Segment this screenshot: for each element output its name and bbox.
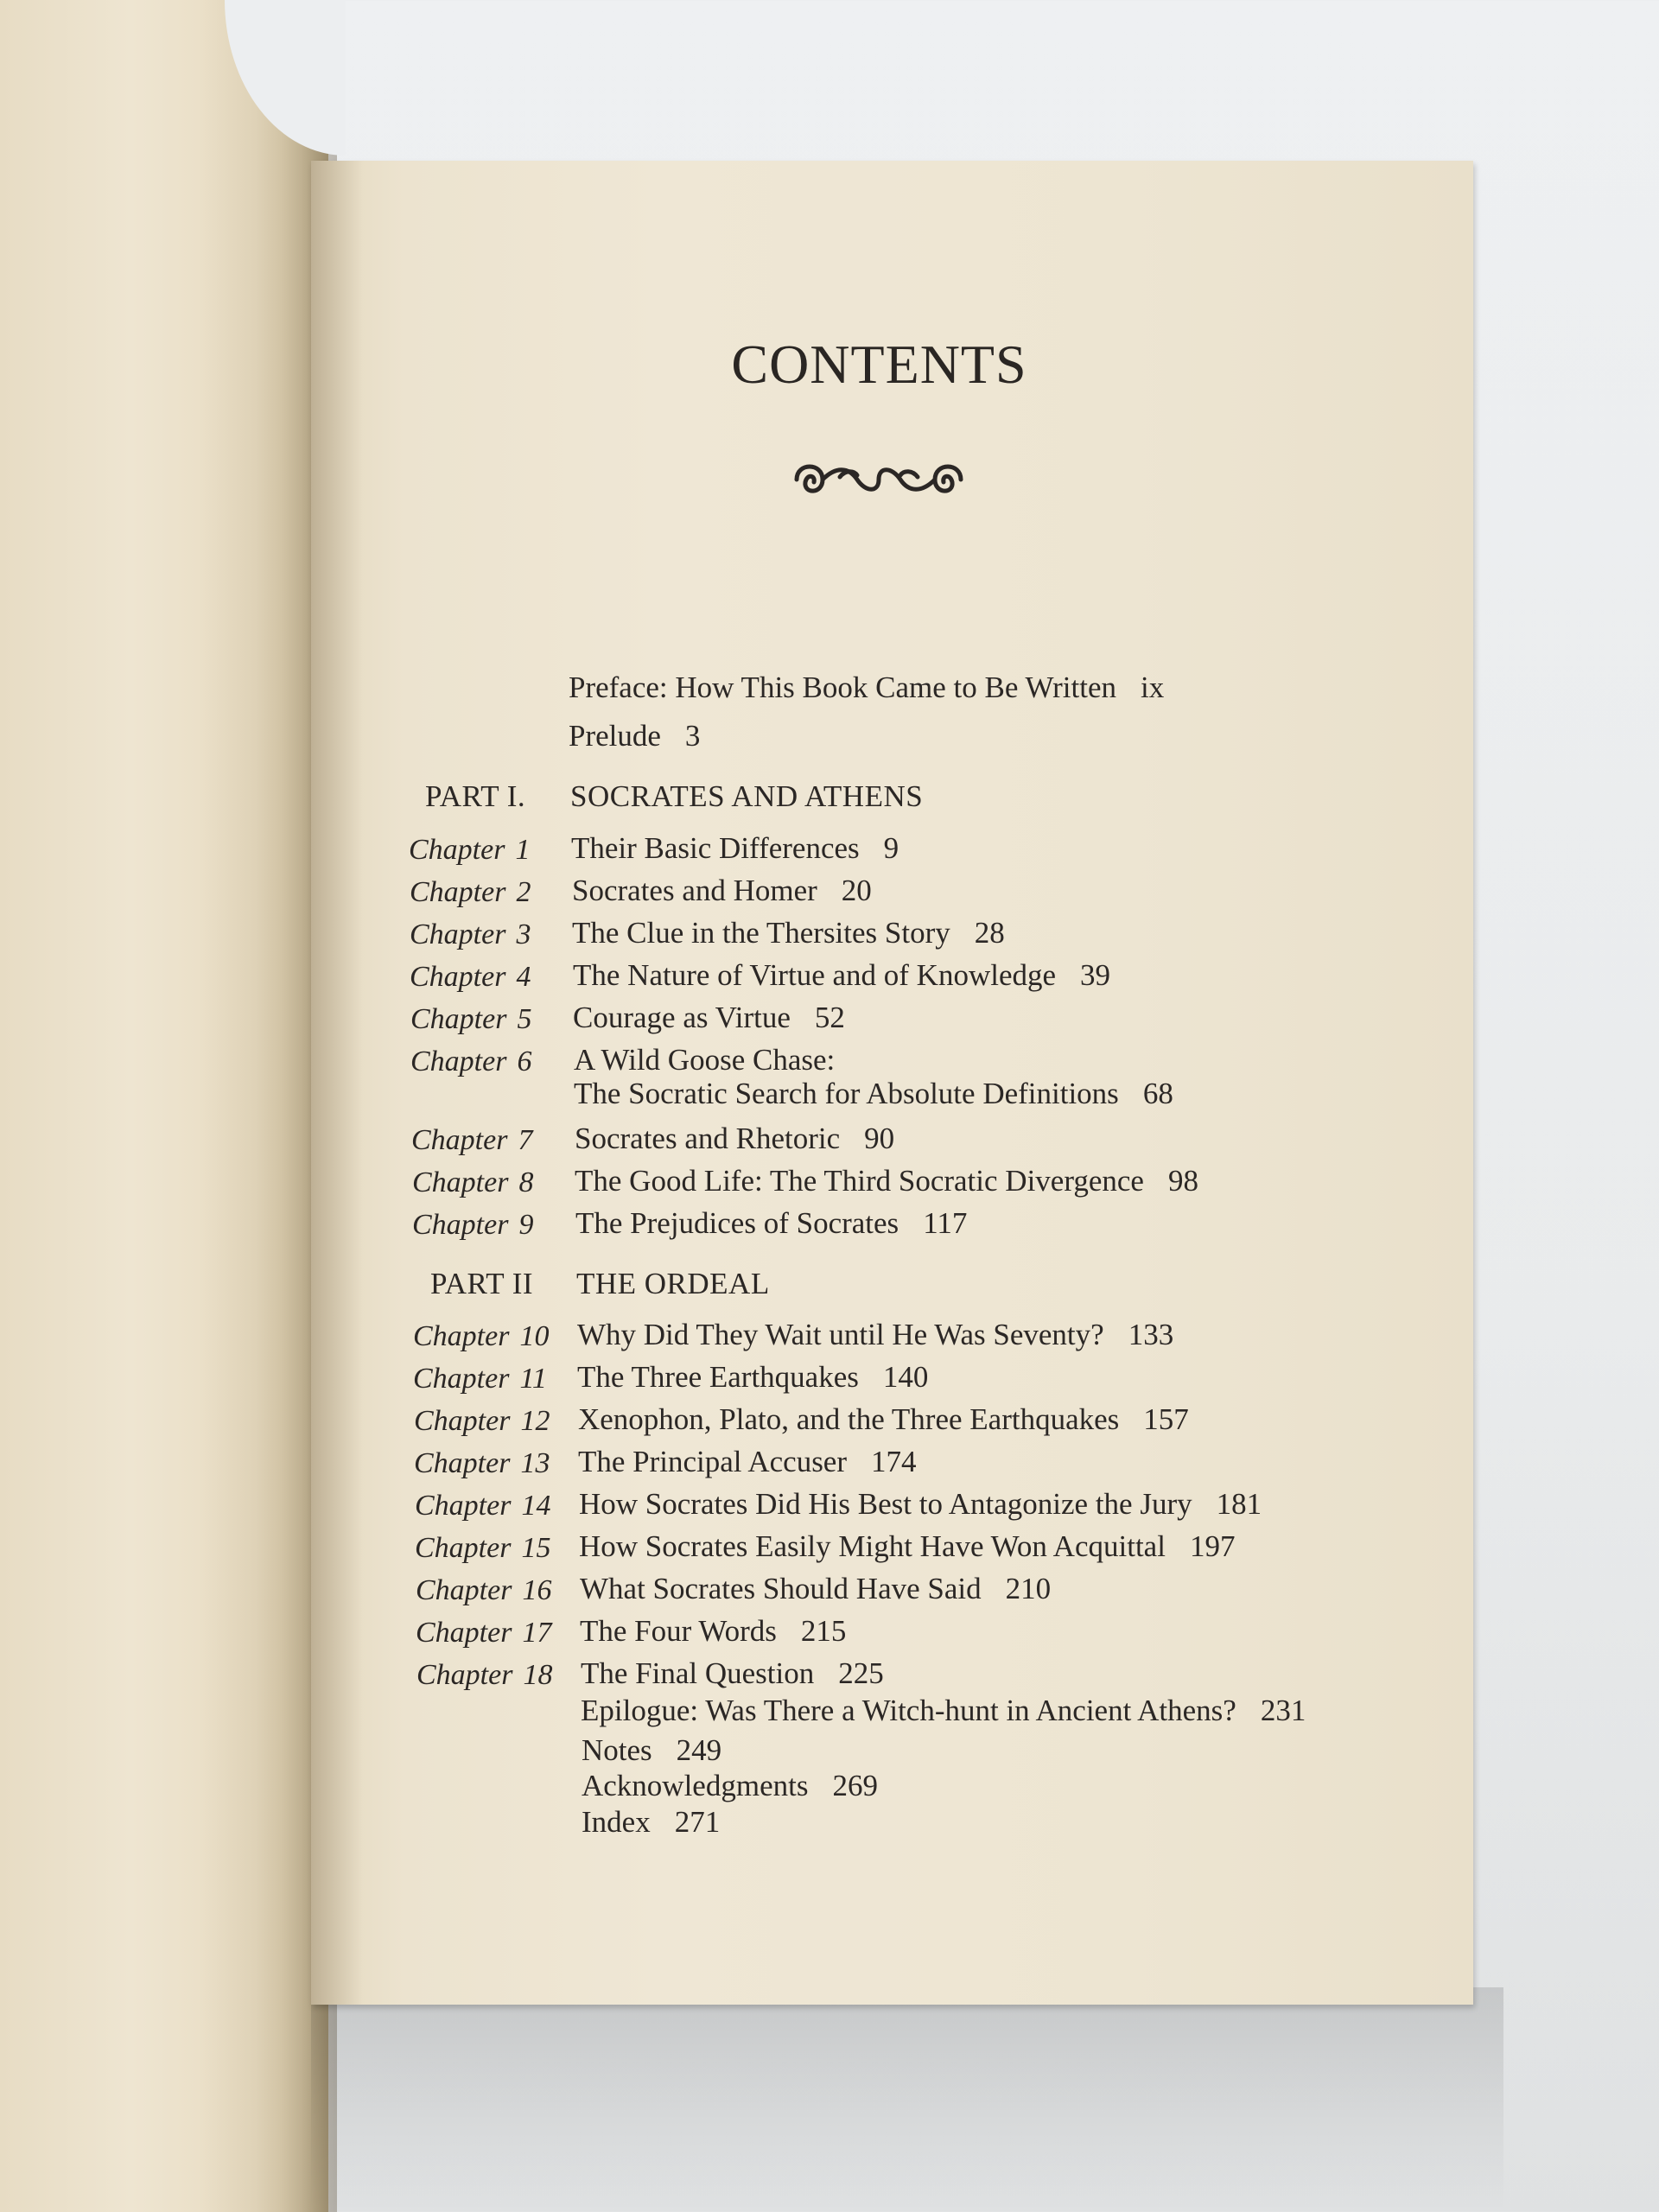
chapter-label: Chapter 2 (410, 876, 531, 908)
chapter-label: Chapter 1 (409, 834, 531, 866)
toc-entry-chapter: The Four Words 215 (580, 1614, 847, 1648)
toc-entry-chapter: Their Basic Differences 9 (571, 831, 899, 865)
entry-title: Preface: How This Book Came to Be Written (569, 671, 1116, 704)
page-title: CONTENTS (731, 334, 1027, 395)
part-title: THE ORDEAL (576, 1267, 770, 1300)
toc-entry-epilogue: Epilogue: Was There a Witch-hunt in Ancient Athens? 231 (581, 1694, 1306, 1727)
toc-entry-index: Index 271 (582, 1805, 721, 1839)
chapter-label: Chapter 10 (413, 1320, 550, 1352)
toc-entry-chapter: The Final Question 225 (581, 1656, 884, 1690)
part-label: PART II (430, 1267, 534, 1300)
toc-entry-chapter: Courage as Virtue 52 (573, 1001, 845, 1034)
chapter-label: Chapter 6 (410, 1046, 532, 1077)
toc-entry-chapter-line1: A Wild Goose Chase: (574, 1043, 836, 1077)
toc-entry-chapter: The Prejudices of Socrates 117 (575, 1206, 968, 1240)
part-label: PART I. (425, 779, 526, 813)
toc-entry-chapter: Socrates and Homer 20 (572, 874, 872, 907)
toc-entry-preface (569, 671, 1164, 705)
chapter-label: Chapter 11 (413, 1363, 547, 1395)
chapter-label: Chapter 15 (415, 1532, 551, 1564)
toc-entry-chapter: How Socrates Did His Best to Antagonize the Jury 181 (579, 1487, 1262, 1521)
toc-entry-notes: Notes 249 (582, 1733, 722, 1767)
toc-entry-acknowledgments: Acknowledgments 269 (582, 1769, 878, 1802)
toc-entry-chapter: The Principal Accuser 174 (578, 1445, 917, 1478)
toc-entry-chapter: The Clue in the Thersites Story 28 (572, 916, 1005, 950)
toc-entry-chapter: The Good Life: The Third Socratic Divergence 98 (575, 1164, 1198, 1198)
entry-page: 3 (684, 719, 701, 753)
chapter-label: Chapter 8 (412, 1166, 534, 1198)
toc-entry-chapter: The Nature of Virtue and of Knowledge 39 (573, 958, 1111, 992)
chapter-label: Chapter 5 (410, 1003, 532, 1035)
chapter-label: Chapter 4 (410, 961, 531, 993)
chapter-label: Chapter 13 (414, 1447, 550, 1479)
chapter-label: Chapter 16 (416, 1574, 552, 1606)
toc-entry-chapter: What Socrates Should Have Said 210 (580, 1572, 1052, 1605)
toc-entry-chapter: How Socrates Easily Might Have Won Acquittal 197 (579, 1529, 1236, 1563)
part-title: SOCRATES AND ATHENS (570, 779, 924, 813)
toc-entry-chapter: Why Did They Wait until He Was Seventy? 133 (577, 1318, 1174, 1351)
chapter-label: Chapter 12 (414, 1405, 550, 1437)
chapter-label: Chapter 3 (410, 918, 531, 950)
toc-entry-chapter: Socrates and Rhetoric 90 (575, 1122, 895, 1155)
toc-entry-chapter: The Three Earthquakes 140 (577, 1360, 929, 1394)
chapter-label: Chapter 18 (416, 1659, 553, 1691)
toc-entry-chapter-line2: The Socratic Search for Absolute Definitions 68 (574, 1077, 1173, 1110)
entry-page: ix (1140, 671, 1165, 704)
chapter-label: Chapter 9 (412, 1209, 534, 1241)
chapter-label: Chapter 14 (415, 1490, 551, 1522)
chapter-label: Chapter 17 (416, 1617, 552, 1649)
toc-entry-chapter: Xenophon, Plato, and the Three Earthquakes 157 (578, 1402, 1189, 1436)
chapter-label: Chapter 7 (411, 1124, 533, 1156)
toc-entry-prelude (569, 719, 700, 753)
entry-title: Prelude (569, 719, 661, 753)
